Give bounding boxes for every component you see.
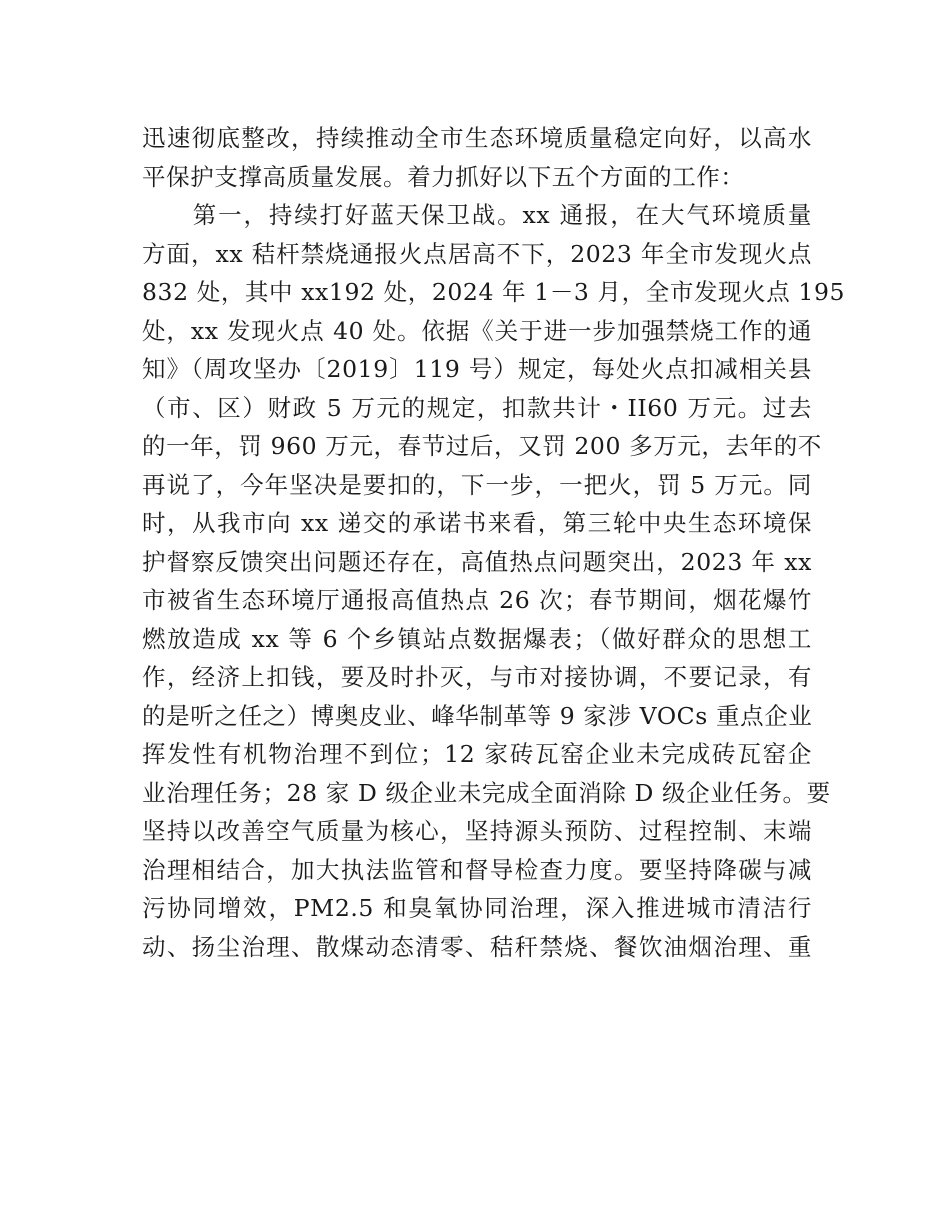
text-line: 知》（周攻坚办〔2019〕119 号）规定，每处火点扣减相关县 [142, 355, 812, 383]
text-line: 燃放造成 xx 等 6 个乡镇站点数据爆表；（做好群众的思想工 [142, 624, 812, 653]
text-line: 832 处，其中 xx192 处，2024 年 1－3 月，全市发现火点 195 [142, 278, 846, 306]
text-line: 业治理任务；28 家 D 级企业未完成全面消除 D 级企业任务。要 [142, 778, 831, 807]
text-line: 污协同增效，PM2.5 和臭氧协同治理，深入推进城市清洁行 [142, 894, 812, 922]
text-line: 市被省生态环境厅通报高值热点 26 次；春节期间，烟花爆竹 [142, 586, 812, 614]
text-line: 迅速彻底整改，持续推动全市生态环境质量稳定向好，以高水 [142, 124, 812, 152]
text-line: 作，经济上扣钱，要及时扑灭，与市对接协调，不要记录，有 [142, 663, 812, 691]
text-line: 再说了，今年坚决是要扣的，下一步，一把火，罚 5 万元。同 [142, 470, 812, 499]
text-line: 平保护支撑高质量发展。着力抓好以下五个方面的工作： [142, 162, 745, 191]
text-line: 的一年，罚 960 万元，春节过后，又罚 200 多万元，去年的不 [142, 432, 822, 460]
text-line: 方面，xx 秸杆禁烧通报火点居高不下，2023 年全市发现火点 [142, 239, 812, 268]
body-text [142, 119, 846, 966]
text-line: 挥发性有机物治理不到位；12 家砖瓦窑企业未完成砖瓦窑企 [142, 740, 812, 768]
text-line: 动、扬尘治理、散煤动态清零、秸秆禁烧、餐饮油烟治理、重 [142, 932, 812, 961]
text-line: 第一，持续打好蓝天保卫战。xx 通报，在大气环境质量 [142, 201, 812, 229]
text-line: 的是听之任之）博奥皮业、峰华制革等 9 家涉 VOCs 重点企业 [142, 701, 813, 730]
text-line: 时，从我市向 xx 递交的承诺书来看，第三轮中央生态环境保 [142, 509, 812, 537]
text-line: （市、区）财政 5 万元的规定，扣款共计・II60 万元。过去 [142, 393, 812, 422]
text-line: 治理相结合，加大执法监管和督导检查力度。要坚持降碳与减 [142, 855, 812, 884]
text-line: 护督察反馈突出问题还存在，高值热点问题突出，2023 年 xx [142, 547, 812, 576]
text-line: 处，xx 发现火点 40 处。依据《关于进一步加强禁烧工作的通 [142, 316, 812, 345]
text-line: 坚持以改善空气质量为核心，坚持源头预防、过程控制、末端 [142, 817, 812, 845]
